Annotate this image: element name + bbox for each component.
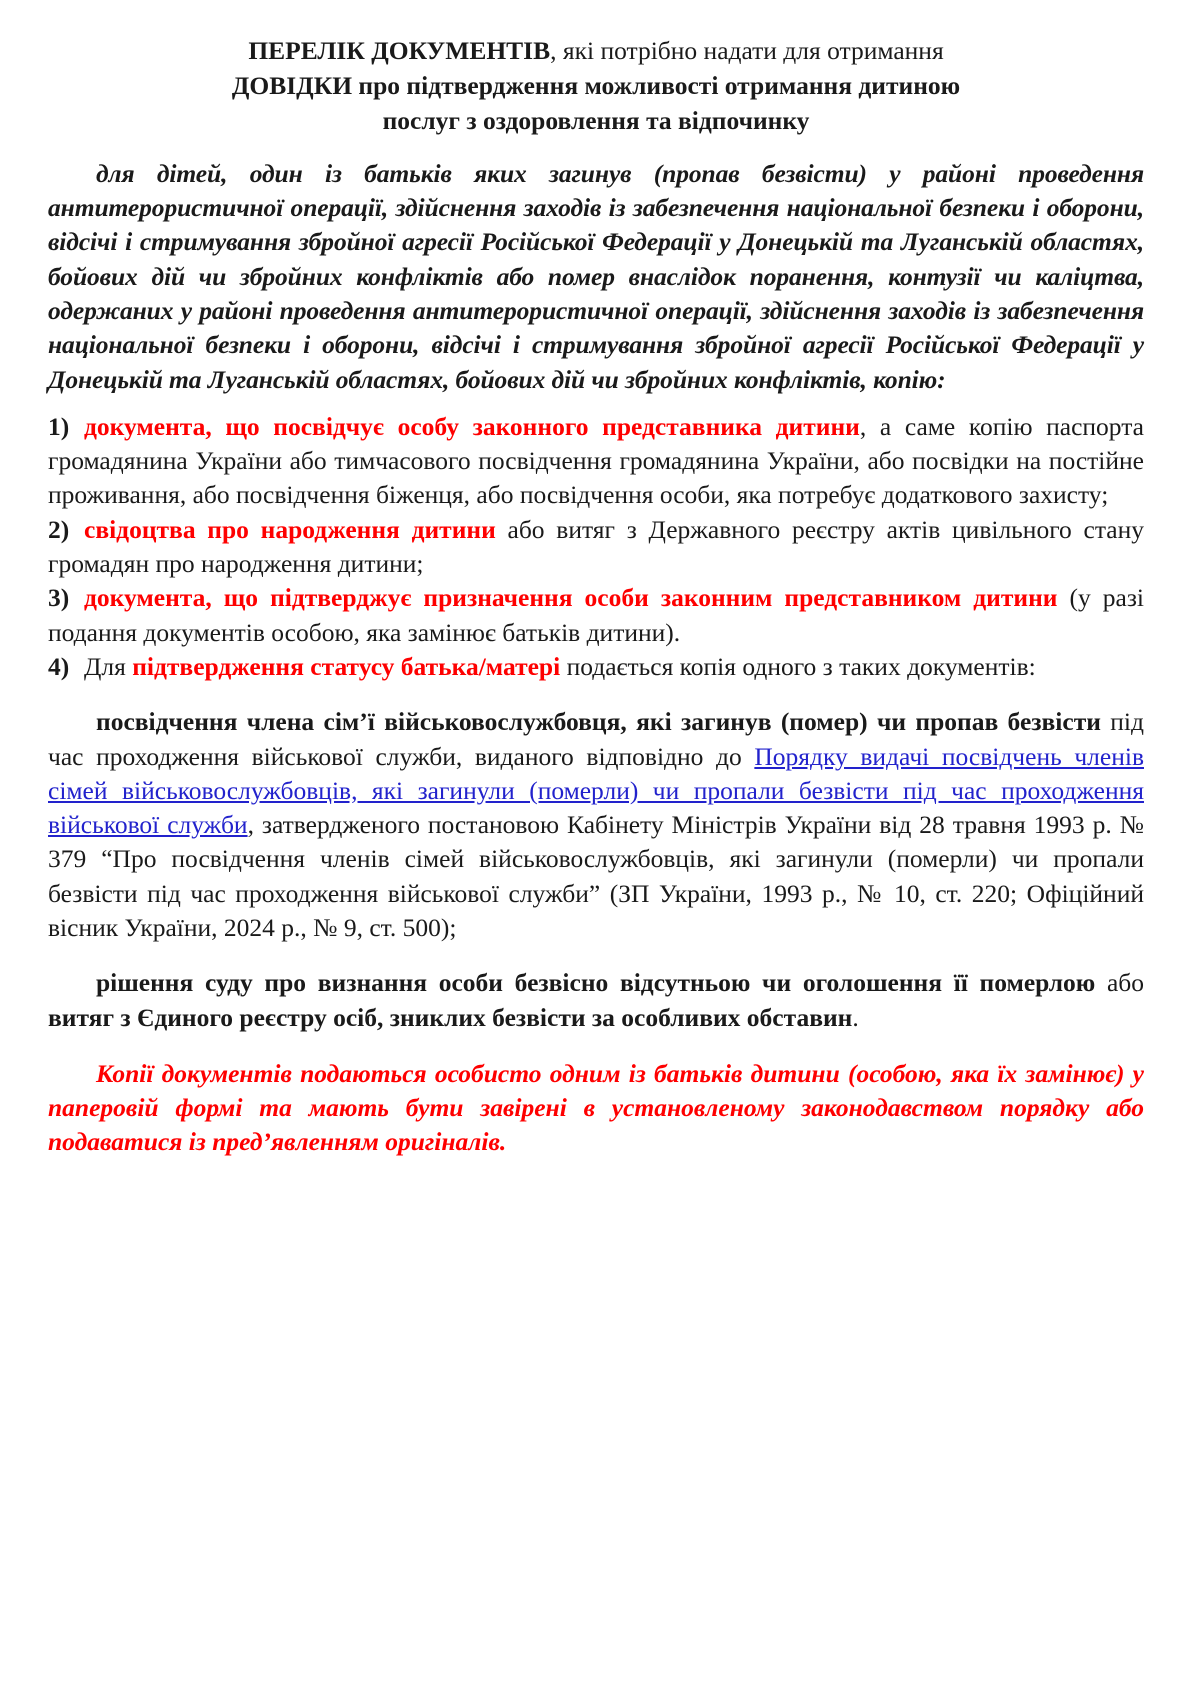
list-item-3-number: 3) xyxy=(48,583,70,613)
title-line-2 xyxy=(68,69,1124,104)
list-item-4-prefix: Для xyxy=(84,651,133,681)
intro-paragraph: для дітей, один із батьків яких загинув (пропав безвісти) у районі проведення антитерористичної операції, здійснення заходів із забезпечення національної безпеки і оборони, відсічі і стримування збройної агресії Російської Федерації у Донецькій та Луганській областях, бойових дій чи збройних конфліктів або помер внаслідок поранення, контузії чи каліцтва, одержаних у районі проведення антитерористичної операції, здійснення заходів із забезпечення національної безпеки і оборони, відсічі і стримування збройної агресії Російської Федерації у Донецькій та Луганській областях, бойових дій чи збройних конфліктів, копію: xyxy=(48,158,1144,394)
option-certificate-lead: посвідчення члена сім’ї військовослужбовця, які загинув (помер) чи пропав безвісти xyxy=(96,707,1101,737)
list-item-1-highlight: документа, що посвідчує особу законного представника дитини xyxy=(84,411,860,441)
poryadok-vydachi-link[interactable]: Порядку видачі посвідчень членів сімей військовослужбовців, які загинули (померли) чи пропали безвісти під час проходження військової служби xyxy=(48,741,1144,840)
list-item-2 xyxy=(48,513,1144,582)
title-line-2-rest: про підтвердження можливості отримання дитиною xyxy=(352,70,961,100)
list-item-4 xyxy=(48,650,1144,684)
list-item-2-highlight: свідоцтва про народження дитини xyxy=(84,514,496,544)
list-item-4-rest: подається копія одного з таких документів: xyxy=(560,651,1036,681)
option-certificate-tail: , затвердженого постановою Кабінету Міністрів України від 28 травня 1993 р. № 379 “Про посвідчення членів сімей військовослужбовців, які загинули (померли) чи пропали безвісти під час проходження військової служби” (ЗП України, 1993 р., № 10, ст. 220; Офіційний вісник України, 2024 р., № 9, ст. 500); xyxy=(48,810,1145,942)
list-item-1-number: 1) xyxy=(48,411,70,441)
option-court-lead: рішення суду про визнання особи безвісно відсутньою чи оголошення її померлою xyxy=(96,968,1096,998)
title-line-1-rest: , які потрібно надати для отримання xyxy=(550,36,944,65)
title-line-1 xyxy=(68,34,1124,69)
list-item-3 xyxy=(48,581,1144,650)
title-line-3: послуг з оздоровлення та відпочинку xyxy=(382,105,810,135)
title-line-2-bold: ДОВІДКИ xyxy=(231,70,353,100)
list-item-2-number: 2) xyxy=(48,514,70,544)
list-item-2-rest: або витяг з Державного реєстру актів цивільного стану громадян про народження дитини; xyxy=(48,514,1144,579)
option-court-end: . xyxy=(852,1002,859,1032)
page-title xyxy=(48,34,1144,139)
closing-paragraph: Копії документів подаються особисто одним із батьків дитини (особою, яка їх замінює) у паперовій формі та мають бути завірені в установленому законодавством порядку або подаватися із пред’явленням оригіналів. xyxy=(48,1058,1144,1157)
option-court-paragraph xyxy=(48,966,1144,1035)
title-line-1-bold: ПЕРЕЛІК ДОКУМЕНТІВ xyxy=(248,36,551,65)
list-item-4-number: 4) xyxy=(48,651,70,681)
list-item-1-rest: , а саме копію паспорта громадянина України або тимчасового посвідчення громадянина України, або посвідки на постійне проживання, або посвідчення біженця, або посвідчення особи, яка потребує додаткового захисту; xyxy=(48,411,1144,510)
list-item-1 xyxy=(48,410,1144,513)
list-item-3-highlight: документа, що підтверджує призначення особи законним представником дитини xyxy=(84,583,1058,613)
option-court-tail: витяг з Єдиного реєстру осіб, зниклих безвісти за особливих обставин xyxy=(48,1002,853,1032)
option-court-mid: або xyxy=(1095,968,1145,998)
list-item-3-rest: (у разі подання документів особою, яка замінює батьків дитини). xyxy=(48,583,1144,647)
option-certificate-mid: під час проходження військової служби, виданого відповідно до xyxy=(48,707,1144,771)
option-certificate-paragraph xyxy=(48,705,1144,945)
list-item-4-highlight: підтвердження статусу батька/матері xyxy=(132,651,561,681)
